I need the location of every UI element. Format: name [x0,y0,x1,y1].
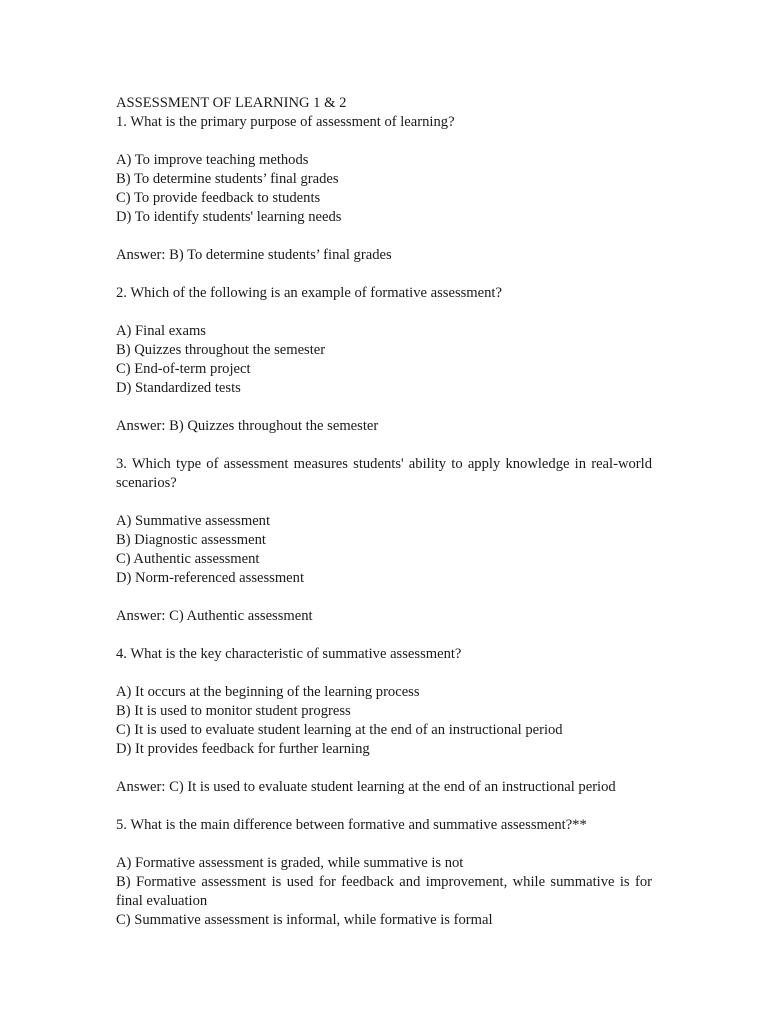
blank-line [116,493,652,512]
question-text: 5. What is the main difference between formative and summative assessment?** [116,817,587,833]
blank-line [116,265,652,284]
blank-line [116,759,652,778]
option-b: B) Quizzes throughout the semester [116,342,326,358]
question-block-4 [116,645,652,816]
document-title: ASSESSMENT OF LEARNING 1 & 2 [116,95,347,111]
question-text: 4. What is the key characteristic of summative assessment? [116,646,462,662]
option-a: A) Formative assessment is graded, while summative is not [116,855,464,871]
blank-line [116,132,652,151]
option-b: B) Diagnostic assessment [116,532,266,548]
option-d: D) To identify students' learning needs [116,209,342,225]
option-d: D) Norm-referenced assessment [116,570,305,586]
option-c: C) Summative assessment is informal, while formative is formal [116,912,493,928]
blank-line [116,227,652,246]
answer-text: Answer: C) It is used to evaluate student learning at the end of an instructional period [116,779,616,795]
blank-line [116,664,652,683]
question-text: 2. Which of the following is an example of formative assessment? [116,285,502,301]
question-block-1 [116,113,652,284]
question-block-2 [116,284,652,455]
option-b: B) Formative assessment is used for feedback and improvement, while summative is for final evaluation [116,874,652,909]
option-a: A) To improve teaching methods [116,152,309,168]
question-text: 1. What is the primary purpose of assessment of learning? [116,114,455,130]
question-text: 3. Which type of assessment measures students' ability to apply knowledge in real-world scenarios? [116,456,652,491]
option-c: C) It is used to evaluate student learning at the end of an instructional period [116,722,563,738]
question-block-3 [116,455,652,645]
blank-line [116,588,652,607]
option-b: B) To determine students’ final grades [116,171,339,187]
option-b: B) It is used to monitor student progress [116,703,351,719]
option-c: C) To provide feedback to students [116,190,321,206]
option-d: D) Standardized tests [116,380,241,396]
question-block-5 [116,816,652,930]
blank-line [116,303,652,322]
blank-line [116,436,652,455]
blank-line [116,398,652,417]
option-d: D) It provides feedback for further learning [116,741,370,757]
blank-line [116,835,652,854]
answer-text: Answer: C) Authentic assessment [116,608,313,624]
blank-line [116,626,652,645]
blank-line [116,797,652,816]
option-a: A) It occurs at the beginning of the learning process [116,684,420,700]
option-c: C) Authentic assessment [116,551,260,567]
document-page [116,94,652,930]
option-a: A) Summative assessment [116,513,271,529]
option-a: A) Final exams [116,323,206,339]
answer-text: Answer: B) To determine students’ final grades [116,247,392,263]
answer-text: Answer: B) Quizzes throughout the semester [116,418,379,434]
option-c: C) End-of-term project [116,361,251,377]
